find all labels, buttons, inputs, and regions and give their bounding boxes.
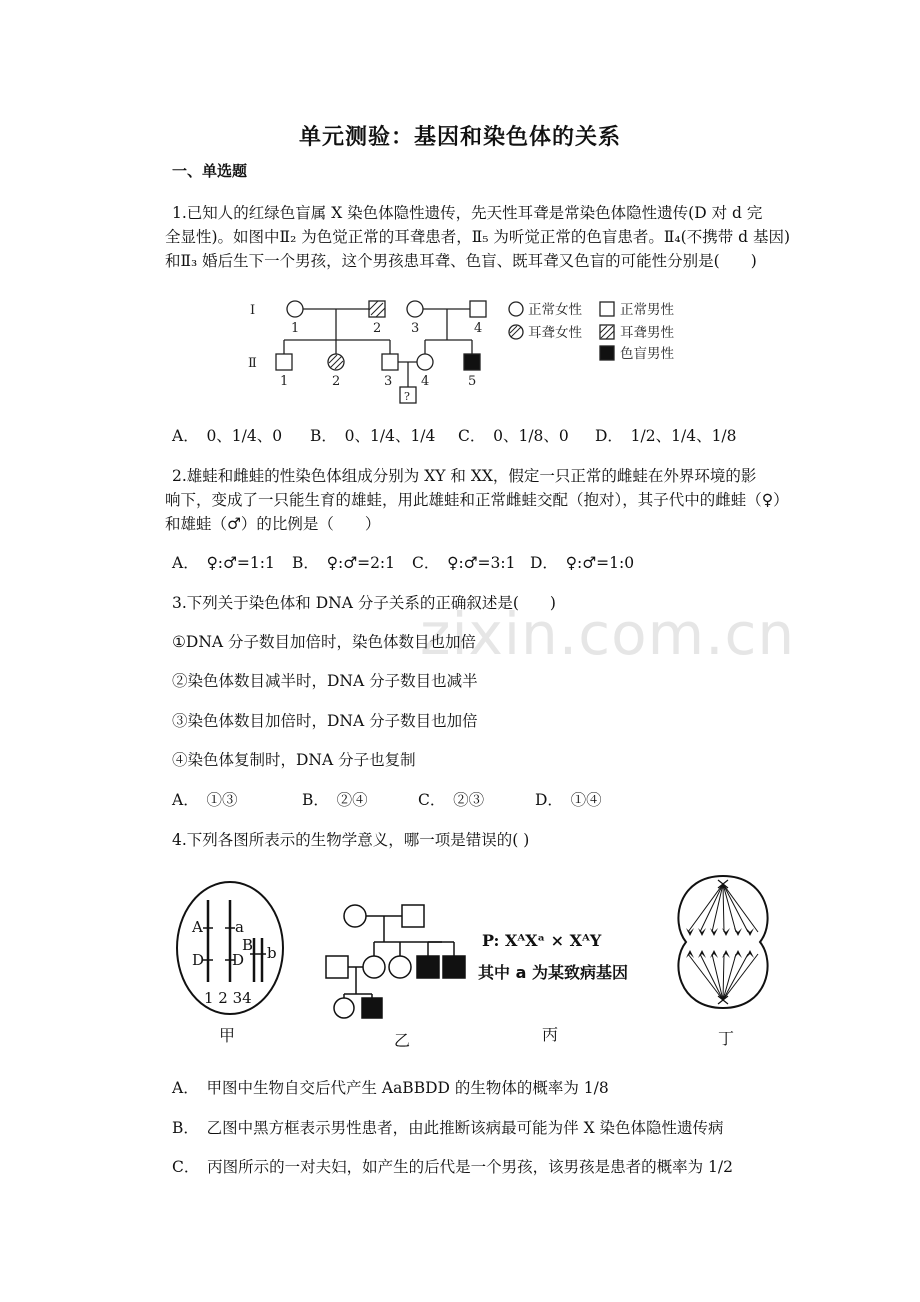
svg-text:4: 4 <box>421 374 430 389</box>
q3-option-d[interactable]: D． ①④ <box>535 791 602 809</box>
q3-option-b[interactable]: B． ②④ <box>302 791 368 809</box>
svg-text:3: 3 <box>384 374 393 389</box>
II1-male <box>276 354 292 370</box>
q1-option-c[interactable]: C． 0、1/8、0 <box>458 427 569 445</box>
q2-line-3: 和雄蛙（♂）的比例是（ ） <box>165 515 381 533</box>
gen-II-label: Ⅱ <box>248 356 257 371</box>
legend-normal-female: 正常女性 <box>528 302 582 318</box>
q2-option-c[interactable]: C． ♀:♂=3:1 <box>412 554 516 572</box>
q3-option-c[interactable]: C． ②③ <box>418 791 485 809</box>
caption-yi: 乙 <box>394 1031 411 1050</box>
svg-text:?: ? <box>404 390 410 403</box>
q4-option-a[interactable]: A． 甲图中生物自交后代产生 AaBBDD 的生物体的概率为 1/8 <box>172 1079 609 1097</box>
section-heading: 一、单选题 <box>172 162 248 180</box>
gen-I-label: I <box>250 303 256 318</box>
bing-cross: P: XᴬXᵃ × XᴬY <box>482 931 602 950</box>
q3-item-4: ④染色体复制时，DNA 分子也复制 <box>172 751 416 769</box>
page-title: 单元测验：基因和染色体的关系 <box>298 124 621 150</box>
q2-option-d[interactable]: D． ♀:♂=1:0 <box>530 554 635 572</box>
q1-line-3: 和Ⅱ₃ 婚后生下一个男孩，这个男孩患耳聋、色盲、既耳聋又色盲的可能性分别是( ) <box>165 252 757 270</box>
caption-jia: 甲 <box>219 1026 236 1045</box>
svg-text:1: 1 <box>280 374 289 389</box>
II4-female <box>417 354 433 370</box>
q3-item-2: ②染色体数目减半时，DNA 分子数目也减半 <box>172 672 478 690</box>
q4-option-b[interactable]: B． 乙图中黑方框表示男性患者，由此推断该病最可能为伴 X 染色体隐性遗传病 <box>172 1119 724 1137</box>
I3-female <box>407 301 423 317</box>
q2-line-2: 响下，变成了一只能生育的雄蛙，用此雄蛙和正常雌蛙交配（抱对），其子代中的雌蛙（♀） <box>165 491 789 509</box>
q2-option-a[interactable]: A． ♀:♂=1:1 <box>172 554 275 572</box>
legend-deaf-female: 耳聋女性 <box>528 325 582 341</box>
q4-option-c[interactable]: C． 丙图所示的一对夫妇，如产生的后代是一个男孩，该男孩是患者的概率为 1/2 <box>172 1158 733 1176</box>
II5-colorblind-male <box>464 354 480 370</box>
svg-text:a: a <box>235 918 244 936</box>
q3-item-1: ①DNA 分子数目加倍时，染色体数目也加倍 <box>172 633 477 651</box>
svg-text:A: A <box>192 918 203 936</box>
caption-bing: 丙 <box>542 1025 559 1044</box>
q4-stem: 4.下列各图所表示的生物学意义，哪一项是错误的( ) <box>172 831 530 849</box>
svg-text:3: 3 <box>411 321 420 336</box>
svg-text:D: D <box>232 951 245 969</box>
bing-note: 其中 a 为某致病基因 <box>478 963 628 982</box>
svg-text:2: 2 <box>332 374 341 389</box>
svg-text:B: B <box>242 936 254 954</box>
q2-line-1: 2.雄蛙和雌蛙的性染色体组成分别为 XY 和 XX，假定一只正常的雌蛙在外界环境的影 <box>172 467 757 485</box>
I1-female <box>287 301 303 317</box>
q1-line-2: 全显性)。如图中Ⅱ₂ 为色觉正常的耳聋患者，Ⅱ₅ 为听觉正常的色盲患者。Ⅱ₄(不携带 d 基因) <box>165 228 791 246</box>
jia-chromosome-numbers: 1 2 34 <box>204 989 252 1007</box>
svg-text:5: 5 <box>468 374 477 389</box>
q4-figure-yi <box>322 898 472 1050</box>
legend-normal-male: 正常男性 <box>620 302 674 318</box>
q3-item-3: ③染色体数目加倍时，DNA 分子数目也加倍 <box>172 712 478 730</box>
svg-text:D: D <box>192 951 205 969</box>
svg-text:4: 4 <box>474 321 483 336</box>
svg-text:1: 1 <box>291 321 300 336</box>
q1-option-a[interactable]: A． 0、1/4、0 <box>172 427 283 445</box>
caption-ding: 丁 <box>718 1029 735 1048</box>
q1-line-1: 1.已知人的红绿色盲属 X 染色体隐性遗传，先天性耳聋是常染色体隐性遗传(D 对 d 完 <box>172 204 763 222</box>
q1-pedigree-figure <box>240 292 700 410</box>
legend-deaf-male: 耳聋男性 <box>620 325 674 341</box>
q3-stem: 3.下列关于染色体和 DNA 分子关系的正确叙述是( ) <box>172 594 556 612</box>
I4-male <box>470 301 486 317</box>
watermark: zixin.com.cn <box>420 600 796 668</box>
q2-option-b[interactable]: B． ♀:♂=2:1 <box>292 554 396 572</box>
legend-colorblind-male: 色盲男性 <box>620 346 674 362</box>
q4-figure-ding <box>668 872 778 1050</box>
q4-figure-jia <box>172 878 292 1050</box>
q1-option-d[interactable]: D． 1/2、1/4、1/8 <box>595 427 737 445</box>
q3-option-a[interactable]: A． ①③ <box>172 791 238 809</box>
II3-male <box>382 354 398 370</box>
svg-text:b: b <box>267 944 277 962</box>
svg-text:2: 2 <box>373 321 382 336</box>
q1-option-b[interactable]: B． 0、1/4、1/4 <box>310 427 436 445</box>
